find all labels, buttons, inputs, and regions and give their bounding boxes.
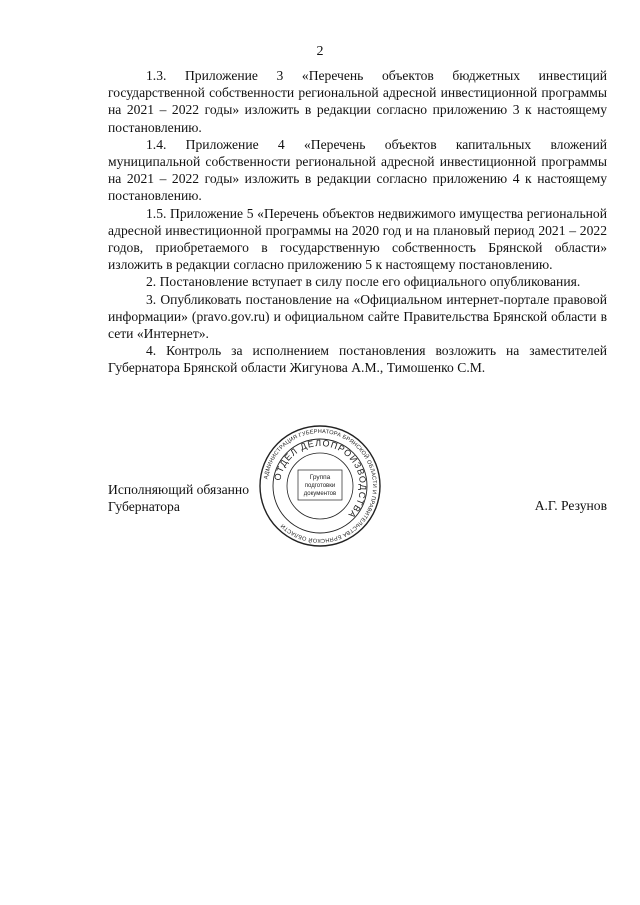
stamp-center-line1: Группа xyxy=(309,474,331,481)
paragraph-1-4: 1.4. Приложение 4 «Перечень объектов капитальных вложений муниципальной собственности региональной адресной инвестиционной программы на 2021 – 2022 годы» изложить в редакции согласно приложению 4 к настоящему постановлению. xyxy=(108,136,607,204)
paragraph-2: 2. Постановление вступает в силу после его официального опубликования. xyxy=(146,274,581,290)
document-body xyxy=(108,67,607,377)
signatory-position xyxy=(108,481,249,515)
signatory-position-line1: Исполняющий обязанно xyxy=(108,482,250,497)
signatory-position-line2: Губернатора xyxy=(108,499,180,515)
paragraph-4: 4. Контроль за исполнением постановления возложить на заместителей Губернатора Брянской области Жигунова А.М., Тимошенко С.М. xyxy=(108,343,607,376)
stamp-center-line3: документов xyxy=(303,491,337,497)
page-number: 2 xyxy=(316,44,324,59)
signatory-name: А.Г. Резунов xyxy=(534,498,607,513)
paragraph-1-3: 1.3. Приложение 3 «Перечень объектов бюджетных инвестиций государственной собственности региональной адресной инвестиционной программы на 2021 – 2022 годы» изложить в редакции согласно приложению 3 к настоящему постановлению. xyxy=(108,68,607,135)
stamp-center-line2: подготовки xyxy=(304,483,336,489)
paragraph-1-5: 1.5. Приложение 5 «Перечень объектов недвижимого имущества региональной адресной инвестиционной программы на 2020 год и на плановый период 2021 – 2022 годов, приобретаемого в государственную собственность Брянской области» изложить в редакции согласно приложению 5 к настоящему постановлению. xyxy=(108,205,607,273)
office-stamp xyxy=(258,424,382,548)
stamp-inner-text: ОТДЕЛ ДЕЛОПРОИЗВОДСТВА xyxy=(272,437,369,521)
stamp-outer-text: АДМИНИСТРАЦИЯ ГУБЕРНАТОРА БРЯНСКОЙ ОБЛАСТИ И ПРАВИТЕЛЬСТВА БРЯНСКОЙ ОБЛАСТИ xyxy=(263,428,378,544)
paragraph-3: 3. Опубликовать постановление на «Официальном интернет-портале правовой информации» (pravo.gov.ru) и официальном сайте Правительства Брянской области в сети «Интернет». xyxy=(108,291,607,342)
